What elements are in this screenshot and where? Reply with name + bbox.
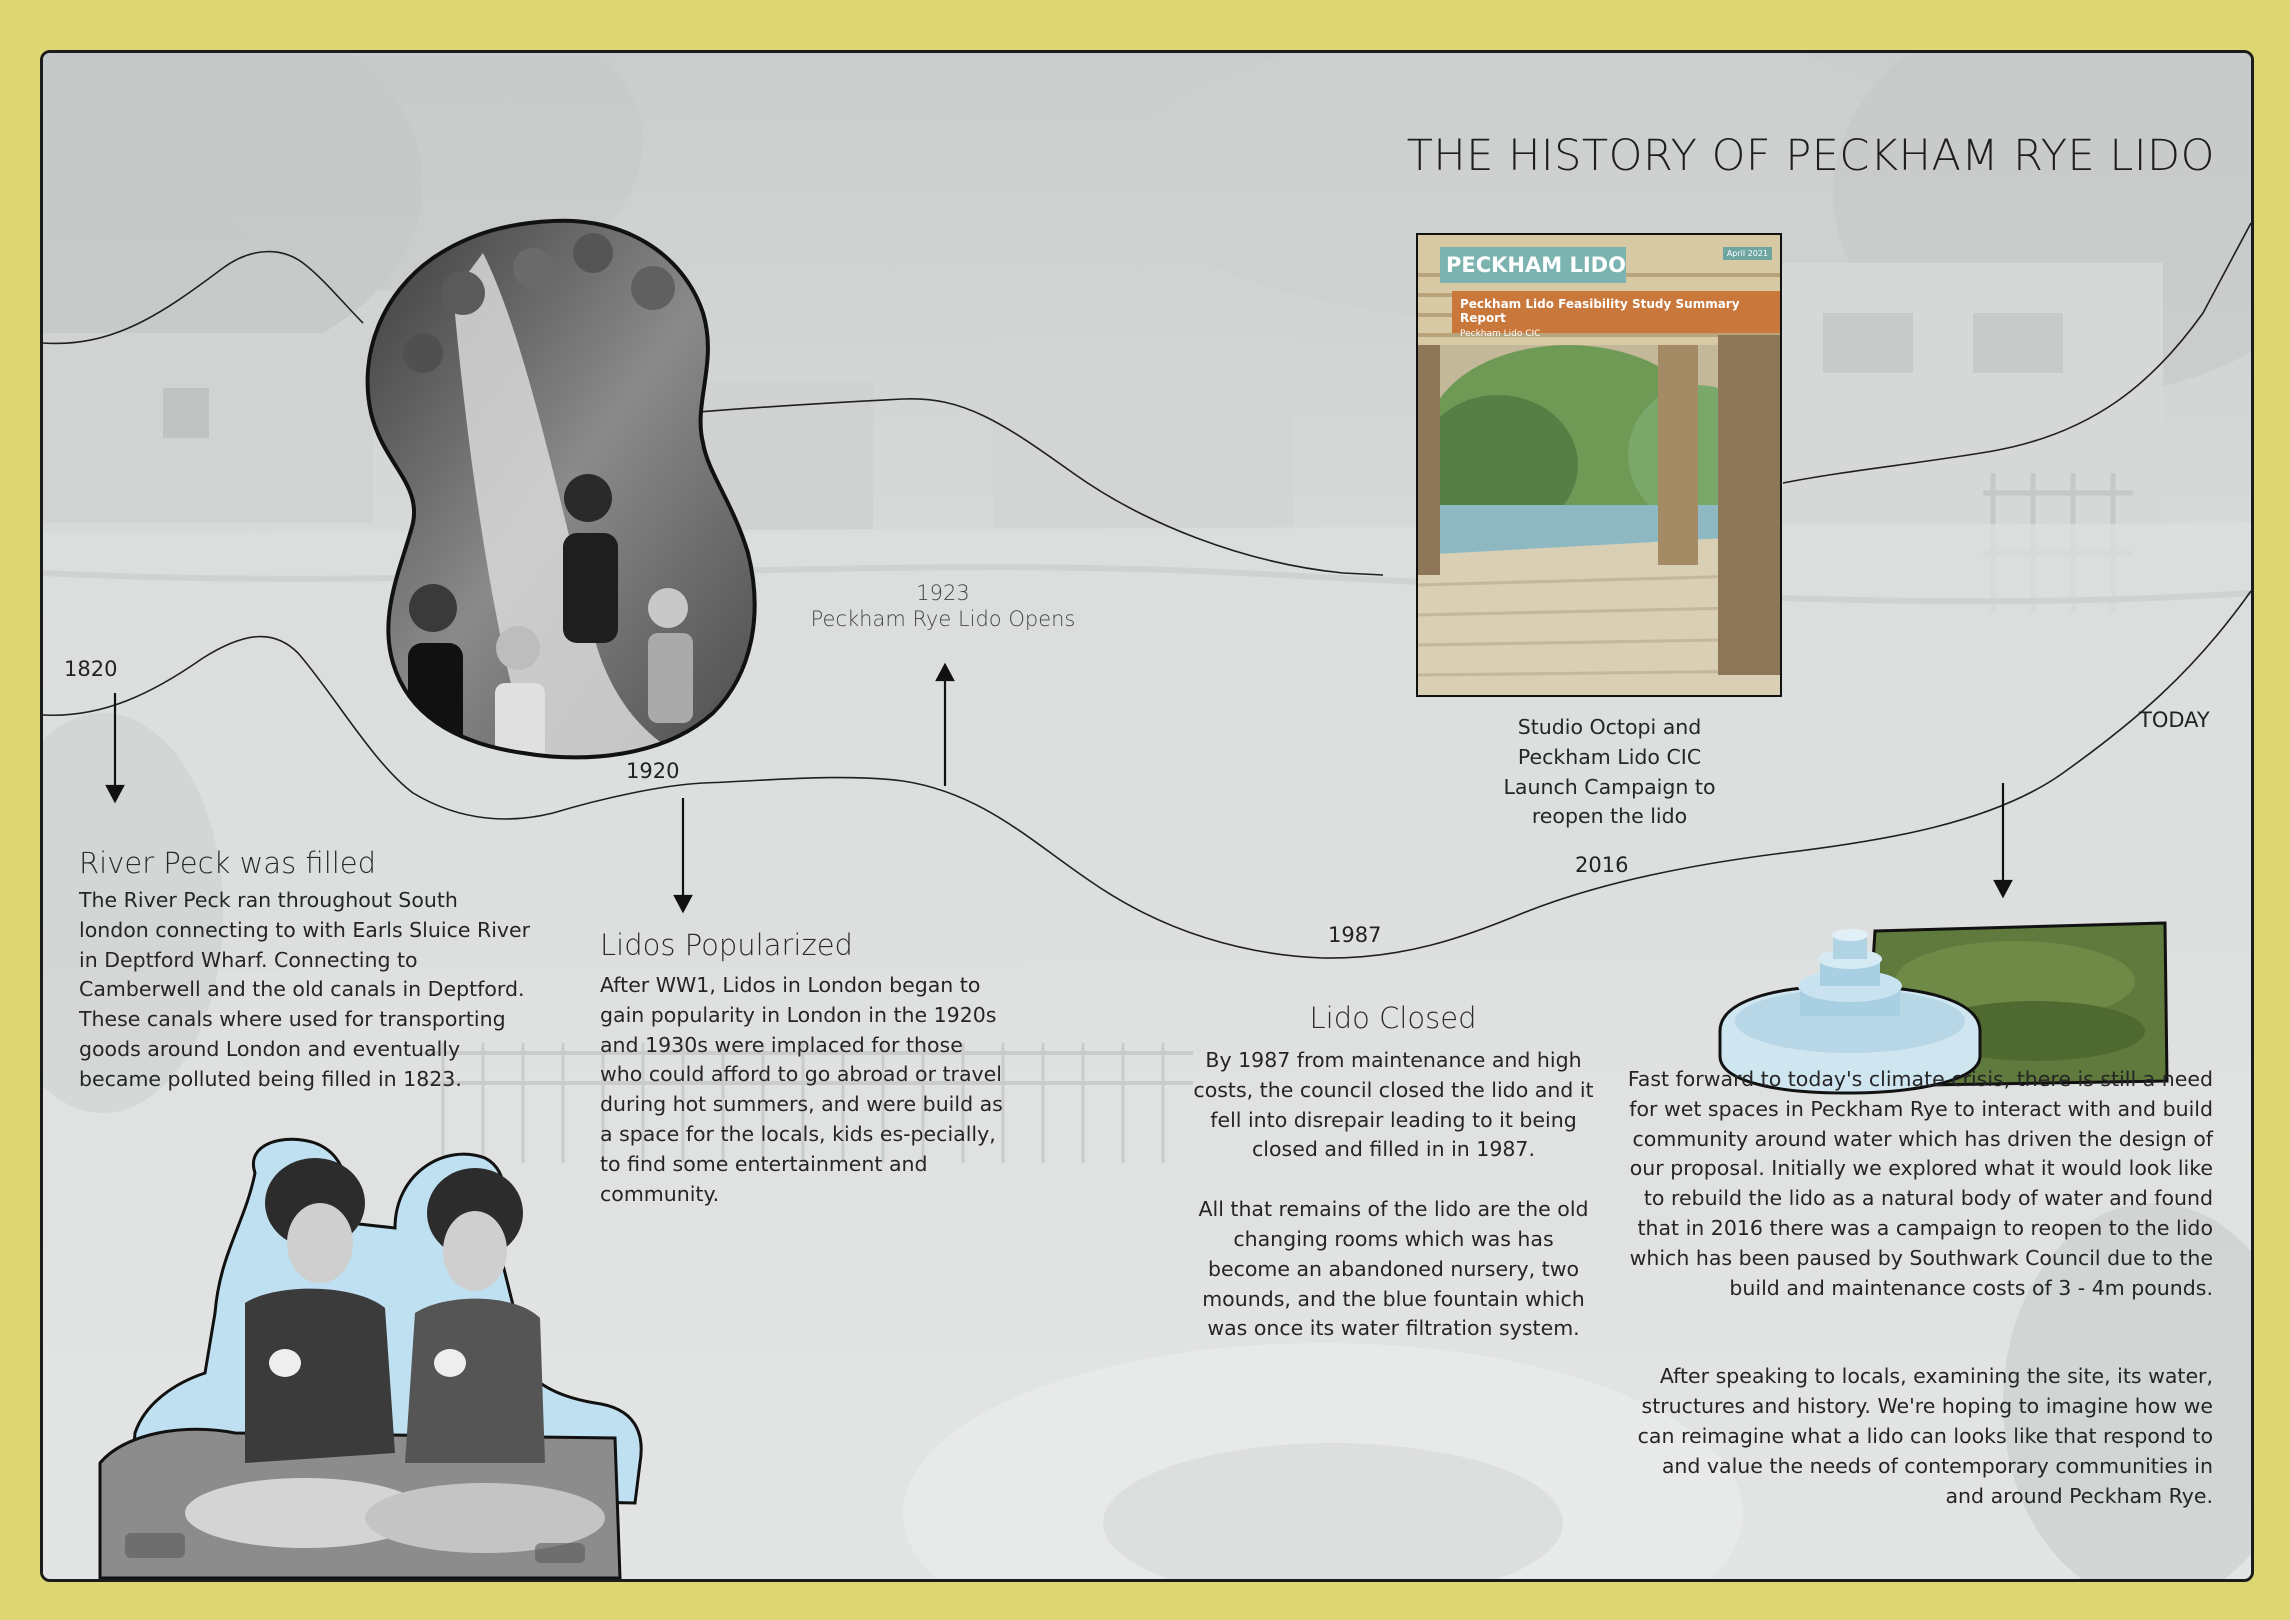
report-subtitle: Peckham Lido Feasibility Study Summary Report bbox=[1460, 297, 1740, 325]
body-1820: The River Peck ran throughout South london connecting to with Earls Sluice River in Deptford Wharf. Connecting to Camberwell and the old canals in Deptford. These canals where used for transporting goods around London and eventually became polluted being filled in 1823. bbox=[79, 888, 531, 1091]
heading-1920: Lidos Popularized bbox=[600, 928, 853, 962]
report-date: April 2021 bbox=[1723, 247, 1772, 260]
page-title: THE HISTORY OF PECKHAM RYE LIDO bbox=[1406, 131, 2215, 181]
body-1987-para-2: All that remains of the lido are the old changing rooms which was has become an abandoned nursery, two mounds, and the blue fountain which was once its water filtration system. bbox=[1198, 1197, 1589, 1341]
body-today-para-1: Fast forward to today's climate crisis, there is still a need for wet spaces in Peckham Rye to interact with and build community around water which has driven the design of our proposal. Initially we explored what it would look like to rebuild the lido as a natural body of water and found that in 2016 there was a campaign to reopen to the lido which has been paused by Southwark Council due to the build and maintenance costs of 3 - 4m pounds. bbox=[1627, 1067, 2213, 1300]
heading-1987: Lido Closed bbox=[1309, 1001, 1477, 1035]
body-1920: After WW1, Lidos in London began to gain popularity in London in the 1920s and 1930s were implaced for those who could afford to go abroad or travel during hot summers, and were build as a space for the locals, kids es-pecially, to find some entertainment and community. bbox=[600, 973, 1003, 1206]
body-today bbox=[1618, 1065, 2213, 1541]
report-banner bbox=[1452, 291, 1780, 339]
body-today-para-2: After speaking to locals, examining the site, its water, structures and history. We're hoping to imagine how we can reimagine what a lido can looks like that respond to and value the needs of contemporary communities in and around Peckham Rye. bbox=[1637, 1364, 2213, 1508]
year-1920: 1920 bbox=[626, 759, 680, 783]
children-lido-photo bbox=[363, 213, 763, 763]
report-org: Peckham Lido CIC bbox=[1460, 329, 1541, 339]
caption-2016: Studio Octopi and Peckham Lido CIC Launch Campaign to reopen the lido bbox=[1503, 715, 1716, 829]
year-1923: 1923 bbox=[916, 581, 970, 605]
body-1987 bbox=[1191, 1046, 1596, 1374]
women-picnic-photo bbox=[95, 1133, 645, 1582]
caption-1923: Peckham Rye Lido Opens bbox=[810, 607, 1076, 631]
feasibility-report-cover bbox=[1416, 233, 1782, 697]
heading-1820: River Peck was filled bbox=[79, 846, 377, 880]
year-1987: 1987 bbox=[1328, 923, 1382, 947]
year-1820: 1820 bbox=[64, 657, 118, 681]
body-1987-para-1: By 1987 from maintenance and high costs, the council closed the lido and it fell into disrepair leading to it being closed and filled in in 1987. bbox=[1193, 1048, 1594, 1162]
report-brand: PECKHAM LIDO bbox=[1440, 247, 1626, 283]
poster-board bbox=[40, 50, 2254, 1582]
year-2016: 2016 bbox=[1575, 853, 1629, 877]
event-1923 bbox=[808, 581, 1078, 631]
label-today: TODAY bbox=[2139, 708, 2210, 732]
